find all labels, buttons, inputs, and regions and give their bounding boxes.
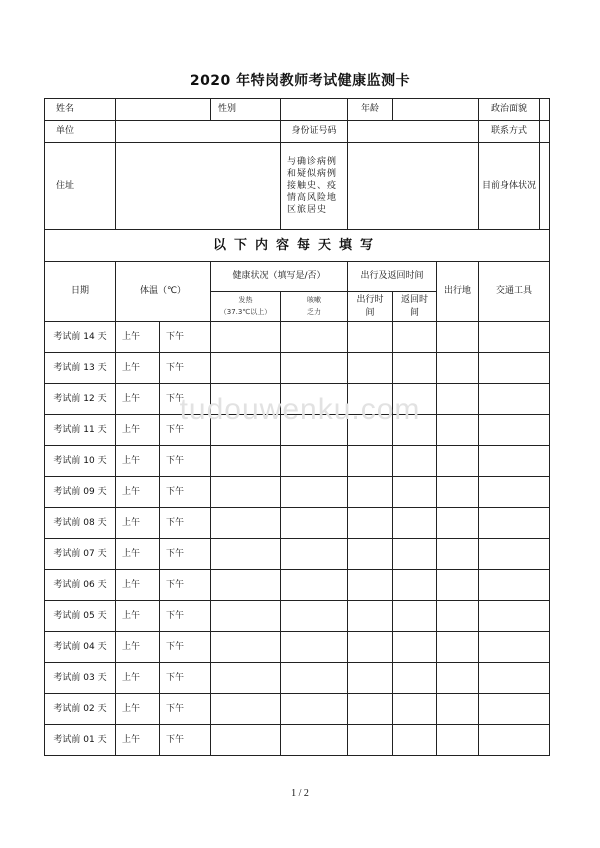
destination-cell[interactable] (437, 539, 479, 570)
return-time-cell[interactable] (393, 663, 437, 694)
transport-cell[interactable] (479, 725, 550, 756)
return-time-header: 返回时间 (393, 292, 437, 322)
departure-time-cell[interactable] (348, 477, 393, 508)
destination-cell[interactable] (437, 725, 479, 756)
destination-cell[interactable] (437, 663, 479, 694)
cough-fatigue-cell[interactable] (281, 353, 348, 384)
pm-temperature[interactable]: 下午 (160, 508, 211, 539)
page-title: 2020 年特岗教师考试健康监测卡 (189, 73, 411, 89)
fatigue-label: 乏力 (307, 307, 321, 316)
watermark: tudouwenku.com (179, 393, 421, 426)
cough-fatigue-cell[interactable] (281, 477, 348, 508)
transport-cell[interactable] (479, 601, 550, 632)
transport-cell[interactable] (479, 694, 550, 725)
return-time-cell[interactable] (393, 539, 437, 570)
pm-temperature[interactable]: 下午 (160, 477, 211, 508)
temperature-header: 体温（℃） (116, 262, 211, 322)
destination-cell[interactable] (437, 322, 479, 353)
departure-time-cell[interactable] (348, 539, 393, 570)
am-temperature[interactable]: 上午 (116, 508, 160, 539)
contact-history-field[interactable] (348, 143, 479, 230)
row-address (45, 143, 550, 230)
departure-time-cell[interactable] (348, 322, 393, 353)
fever-header (211, 292, 281, 322)
cough-fatigue-cell[interactable] (281, 570, 348, 601)
am-temperature[interactable]: 上午 (116, 384, 160, 415)
departure-time-header: 出行时间 (348, 292, 393, 322)
destination-header: 出行地 (437, 262, 479, 322)
departure-time-cell[interactable] (348, 663, 393, 694)
am-temperature[interactable]: 上午 (116, 415, 160, 446)
id-number-label: 身份证号码 (281, 121, 348, 143)
return-time-cell[interactable] (393, 632, 437, 663)
fever-label: 发热 (238, 296, 253, 305)
table-row (45, 694, 550, 725)
destination-cell[interactable] (437, 446, 479, 477)
page-number: 1 / 2 (291, 788, 309, 799)
unit-field[interactable] (116, 121, 281, 143)
day-label: 考试前 09 天 (45, 477, 116, 508)
pm-temperature[interactable]: 下午 (160, 384, 211, 415)
departure-time-cell[interactable] (348, 446, 393, 477)
fever-note: （37.3℃以上） (219, 307, 272, 316)
pm-temperature[interactable]: 下午 (160, 632, 211, 663)
day-label: 考试前 04 天 (45, 632, 116, 663)
fever-cell[interactable] (211, 353, 281, 384)
transport-cell[interactable] (479, 508, 550, 539)
fever-cell[interactable] (211, 446, 281, 477)
transport-cell[interactable] (479, 415, 550, 446)
day-label: 考试前 02 天 (45, 694, 116, 725)
travel-time-header: 出行及返回时间 (348, 262, 437, 292)
transport-header: 交通工具 (479, 262, 550, 322)
day-label: 考试前 07 天 (45, 539, 116, 570)
pm-temperature[interactable]: 下午 (160, 694, 211, 725)
am-temperature[interactable]: 上午 (116, 322, 160, 353)
health-monitoring-table (44, 98, 550, 756)
transport-cell[interactable] (479, 353, 550, 384)
table-row (45, 632, 550, 663)
row-unit (45, 121, 550, 143)
day-label: 考试前 08 天 (45, 508, 116, 539)
table-row (45, 570, 550, 601)
day-label: 考试前 01 天 (45, 725, 116, 756)
return-time-cell[interactable] (393, 508, 437, 539)
cough-fatigue-cell[interactable] (281, 322, 348, 353)
fever-cell[interactable] (211, 322, 281, 353)
cough-fatigue-header (281, 292, 348, 322)
cough-fatigue-cell[interactable] (281, 539, 348, 570)
pm-temperature[interactable]: 下午 (160, 663, 211, 694)
destination-cell[interactable] (437, 694, 479, 725)
pm-temperature[interactable]: 下午 (160, 415, 211, 446)
pm-temperature[interactable]: 下午 (160, 725, 211, 756)
return-time-cell[interactable] (393, 601, 437, 632)
am-temperature[interactable]: 上午 (116, 663, 160, 694)
destination-cell[interactable] (437, 477, 479, 508)
day-label: 考试前 10 天 (45, 446, 116, 477)
cough-label: 咳嗽 (307, 296, 321, 305)
table-row (45, 508, 550, 539)
day-label: 考试前 05 天 (45, 601, 116, 632)
table-row (45, 663, 550, 694)
transport-cell[interactable] (479, 570, 550, 601)
am-temperature[interactable]: 上午 (116, 694, 160, 725)
pm-temperature[interactable]: 下午 (160, 446, 211, 477)
day-label: 考试前 03 天 (45, 663, 116, 694)
fever-cell[interactable] (211, 694, 281, 725)
day-label: 考试前 12 天 (45, 384, 116, 415)
table-row (45, 601, 550, 632)
destination-cell[interactable] (437, 601, 479, 632)
address-label: 住址 (45, 143, 116, 230)
table-row (45, 353, 550, 384)
day-label: 考试前 06 天 (45, 570, 116, 601)
departure-time-cell[interactable] (348, 508, 393, 539)
name-label: 姓名 (45, 99, 116, 121)
cough-fatigue-cell[interactable] (281, 601, 348, 632)
pm-temperature[interactable]: 下午 (160, 539, 211, 570)
health-status-header: 健康状况（填写是/否） (211, 262, 348, 292)
date-header: 日期 (45, 262, 116, 322)
transport-cell[interactable] (479, 322, 550, 353)
departure-time-cell[interactable] (348, 632, 393, 663)
cough-fatigue-cell[interactable] (281, 508, 348, 539)
return-time-cell[interactable] (393, 570, 437, 601)
day-label: 考试前 14 天 (45, 322, 116, 353)
fever-cell[interactable] (211, 601, 281, 632)
table-row (45, 477, 550, 508)
fever-cell[interactable] (211, 725, 281, 756)
day-label: 考试前 11 天 (45, 415, 116, 446)
pm-temperature[interactable]: 下午 (160, 322, 211, 353)
fever-cell[interactable] (211, 632, 281, 663)
destination-cell[interactable] (437, 508, 479, 539)
departure-time-cell[interactable] (348, 353, 393, 384)
fever-cell[interactable] (211, 570, 281, 601)
day-label: 考试前 13 天 (45, 353, 116, 384)
transport-cell[interactable] (479, 477, 550, 508)
return-time-cell[interactable] (393, 446, 437, 477)
contact-field[interactable] (540, 121, 550, 143)
return-time-cell[interactable] (393, 477, 437, 508)
departure-time-cell[interactable] (348, 570, 393, 601)
return-time-cell[interactable] (393, 725, 437, 756)
cough-fatigue-cell[interactable] (281, 725, 348, 756)
destination-cell[interactable] (437, 353, 479, 384)
pm-temperature[interactable]: 下午 (160, 601, 211, 632)
row-section-header (45, 230, 550, 262)
destination-cell[interactable] (437, 632, 479, 663)
am-temperature[interactable]: 上午 (116, 353, 160, 384)
am-temperature[interactable]: 上午 (116, 601, 160, 632)
gender-field[interactable] (281, 99, 348, 121)
pm-temperature[interactable]: 下午 (160, 570, 211, 601)
table-row (45, 539, 550, 570)
current-condition-field[interactable] (540, 143, 550, 230)
am-temperature[interactable]: 上午 (116, 725, 160, 756)
cough-fatigue-cell[interactable] (281, 446, 348, 477)
am-temperature[interactable]: 上午 (116, 539, 160, 570)
fever-cell[interactable] (211, 539, 281, 570)
id-number-field[interactable] (348, 121, 479, 143)
return-time-cell[interactable] (393, 322, 437, 353)
transport-cell[interactable] (479, 446, 550, 477)
row-basic-info (45, 99, 550, 121)
header-row (45, 262, 550, 292)
return-time-cell[interactable] (393, 353, 437, 384)
return-time-cell[interactable] (393, 694, 437, 725)
cough-fatigue-cell[interactable] (281, 663, 348, 694)
cough-fatigue-cell[interactable] (281, 694, 348, 725)
fever-cell[interactable] (211, 508, 281, 539)
transport-cell[interactable] (479, 632, 550, 663)
name-field[interactable] (116, 99, 211, 121)
current-condition-label: 目前身体状况 (479, 143, 540, 230)
age-label: 年龄 (348, 99, 393, 121)
am-temperature[interactable]: 上午 (116, 477, 160, 508)
political-status-label: 政治面貌 (479, 99, 540, 121)
unit-label: 单位 (45, 121, 116, 143)
age-field[interactable] (393, 99, 479, 121)
table-row (45, 446, 550, 477)
cough-fatigue-cell[interactable] (281, 632, 348, 663)
fever-cell[interactable] (211, 663, 281, 694)
am-temperature[interactable]: 上午 (116, 446, 160, 477)
am-temperature[interactable]: 上午 (116, 632, 160, 663)
transport-cell[interactable] (479, 539, 550, 570)
table-row (45, 725, 550, 756)
pm-temperature[interactable]: 下午 (160, 353, 211, 384)
section-header: 以下内容每天填写 (45, 230, 550, 262)
contact-label: 联系方式 (479, 121, 540, 143)
departure-time-cell[interactable] (348, 601, 393, 632)
am-temperature[interactable]: 上午 (116, 570, 160, 601)
contact-history-label: 与确诊病例和疑似病例接触史、疫情高风险地区旅居史 (281, 143, 348, 230)
table-row (45, 322, 550, 353)
gender-label: 性别 (211, 99, 281, 121)
political-status-field[interactable] (540, 99, 550, 121)
address-field[interactable] (116, 143, 281, 230)
departure-time-cell[interactable] (348, 725, 393, 756)
fever-cell[interactable] (211, 477, 281, 508)
destination-cell[interactable] (437, 570, 479, 601)
transport-cell[interactable] (479, 663, 550, 694)
departure-time-cell[interactable] (348, 694, 393, 725)
transport-cell[interactable] (479, 384, 550, 415)
